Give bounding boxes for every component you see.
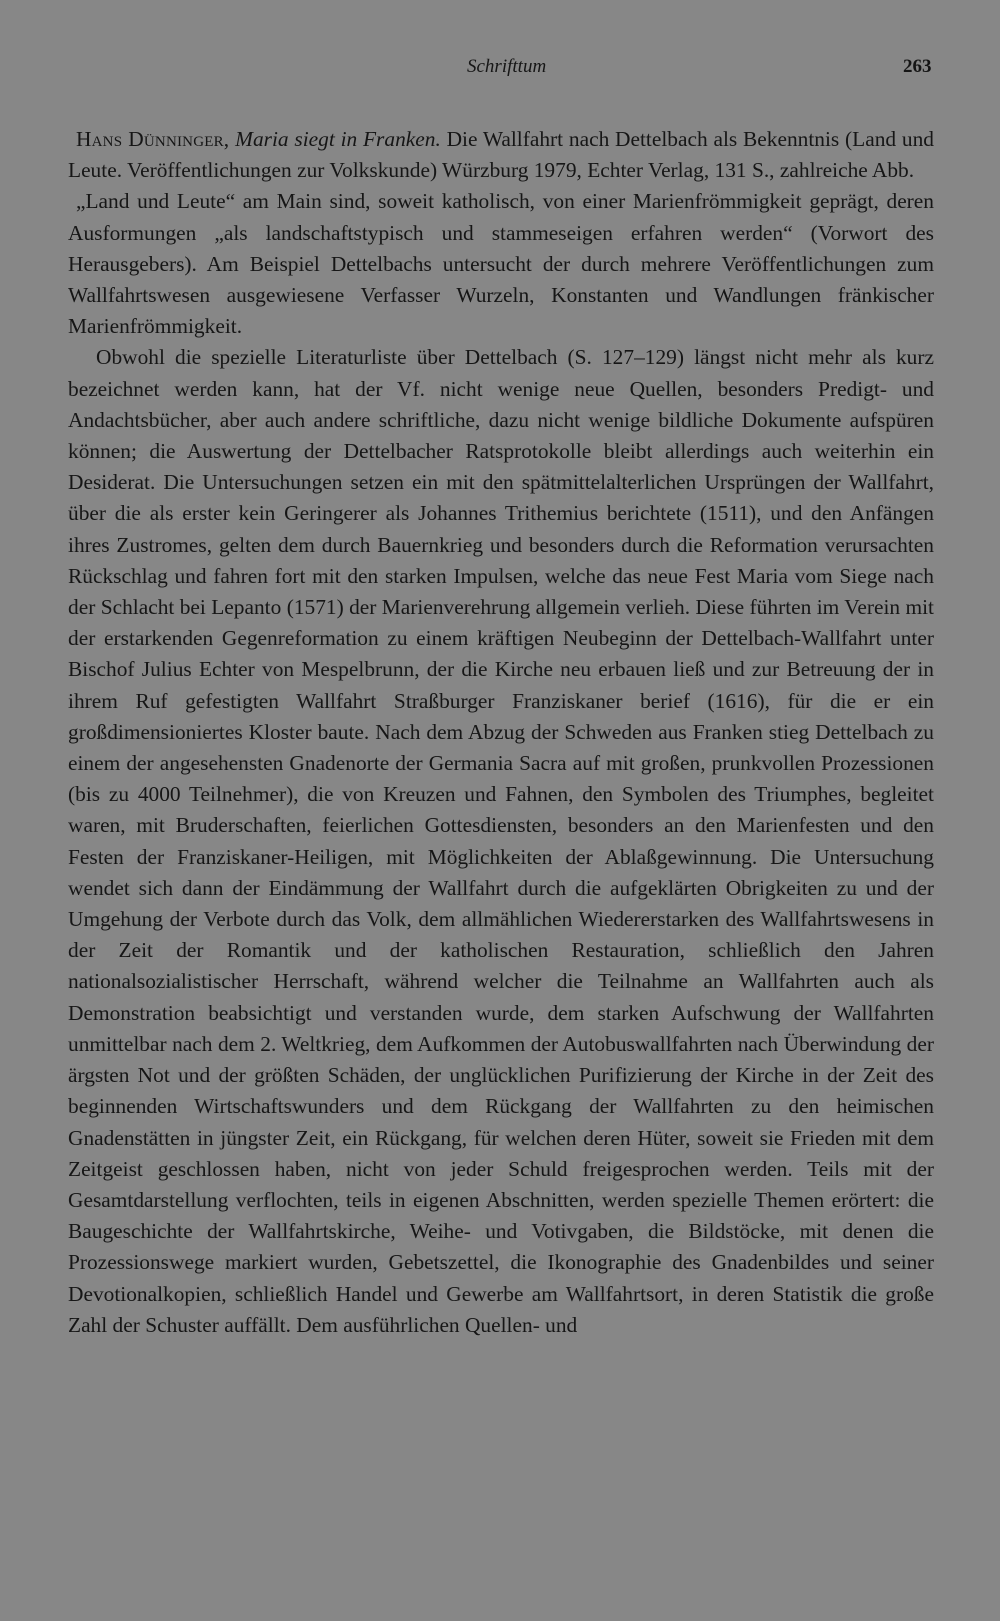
citation-author: Hans Dünninger, (76, 127, 230, 151)
running-title: Schrifttum (467, 56, 547, 77)
body-paragraph-1: „Land und Leute“ am Main sind, soweit katholisch, von einer Marienfrömmigkeit geprägt, deren Ausformungen „als landschaftstypisch und stammeseigen erfahren werden“ (Vorwort des Herausgebers). Am Beispiel Dettelbachs untersucht der durch mehrere Veröffentlichungen zum Wallfahrtswesen ausgewiesene Verfasser Wurzeln, Konstanten und Wandlungen fränkischer Marienfrömmigkeit. (68, 189, 934, 339)
body-paragraph-2: Obwohl die spezielle Literaturliste über Dettelbach (S. 127–129) längst nicht mehr als kurz bezeichnet werden kann, hat der Vf. nicht wenige neue Quellen, besonders Predigt- und Andachtsbücher, aber auch andere schriftliche, dazu nicht wenige bildliche Dokumente aufspüren können; die Auswertung der Dettelbacher Ratsprotokolle bleibt allerdings auch weiterhin ein Desiderat. Die Untersuchungen setzen ein mit den spätmittelalterlichen Ursprüngen der Wallfahrt, über die als erster kein Geringerer als Johannes Trithemius berichtete (1511), und den Anfängen ihres Zustromes, gelten dem durch Bauernkrieg und besonders durch die Reformation verursachten Rückschlag und fahren fort mit den starken Impulsen, welche das neue Fest Maria vom Siege nach der Schlacht bei Lepanto (1571) der Marienverehrung allgemein verlieh. Diese führten im Verein mit der erstarkenden Gegenreformation zu einem kräftigen Neubeginn der Dettelbach-Wallfahrt unter Bischof Julius Echter von Mespelbrunn, der die Kirche neu erbauen ließ und zur Betreuung der in ihrem Ruf gefestigten Wallfahrt Straßburger Franziskaner berief (1616), für die er ein großdimensioniertes Kloster baute. Nach dem Abzug der Schweden aus Franken stieg Dettelbach zu einem der angesehensten Gnadenorte der Germania Sacra auf mit großen, prunkvollen Prozessionen (bis zu 4000 Teilnehmer), die von Kreuzen und Fahnen, den Symbolen des Triumphes, begleitet waren, mit Bruderschaften, feierlichen Gottesdiensten, besonders an den Marienfesten und den Festen der Franziskaner-Heiligen, mit Möglichkeiten der Ablaßgewinnung. Die Untersuchung wendet sich dann der Eindämmung der Wallfahrt durch die aufgeklärten Obrigkeiten zu und der Umgehung der Verbote durch das Volk, dem allmählichen Wiedererstarken des Wallfahrtswesens in der Zeit der Romantik und der katholischen Restauration, schließlich den Jahren nationalsozialistischer Herrschaft, während welcher die Teilnahme an Wallfahrten auch als Demonstration beabsichtigt und verstanden wurde, dem starken Aufschwung der Wallfahrten unmittelbar nach dem 2. Weltkrieg, dem Aufkommen der Autobuswallfahrten nach Überwindung der ärgsten Not und der größten Schäden, der unglücklichen Purifizierung der Kirche in der Zeit des beginnenden Wirtschaftswunders und dem Rückgang der Wallfahrten zu den heimischen Gnadenstätten in jüngster Zeit, ein Rückgang, für welchen deren Hüter, soweit sie Frieden mit dem Zeitgeist geschlossen haben, nicht von jeder Schuld freigesprochen werden. Teils mit der Gesamtdarstellung verflochten, teils in eigenen Abschnitten, werden spezielle Themen erörtert: die Baugeschichte der Wallfahrtskirche, Weihe- und Votivgaben, die Bildstöcke, mit denen die Prozessionswege markiert wurden, Gebetszettel, die Ikonographie des Gnadenbildes und seiner Devotionalkopien, schließlich Handel und Gewerbe am Wallfahrtsort, in deren Statistik die große Zahl der Schuster auffällt. Dem ausführlichen Quellen- und (68, 345, 934, 1337)
citation-details: Die Wallfahrt nach Dettelbach als Bekenntnis (Land und Leute. Veröffentlichungen zur Volkskunde) Würzburg 1979, Echter Verlag, 131 S., zahlreiche Abb. (68, 127, 934, 183)
running-head (0, 56, 1000, 86)
page-number: 263 (903, 56, 932, 77)
book-citation (68, 124, 934, 186)
citation-title: Maria siegt in Franken. (235, 127, 441, 151)
review-text (68, 124, 934, 1341)
